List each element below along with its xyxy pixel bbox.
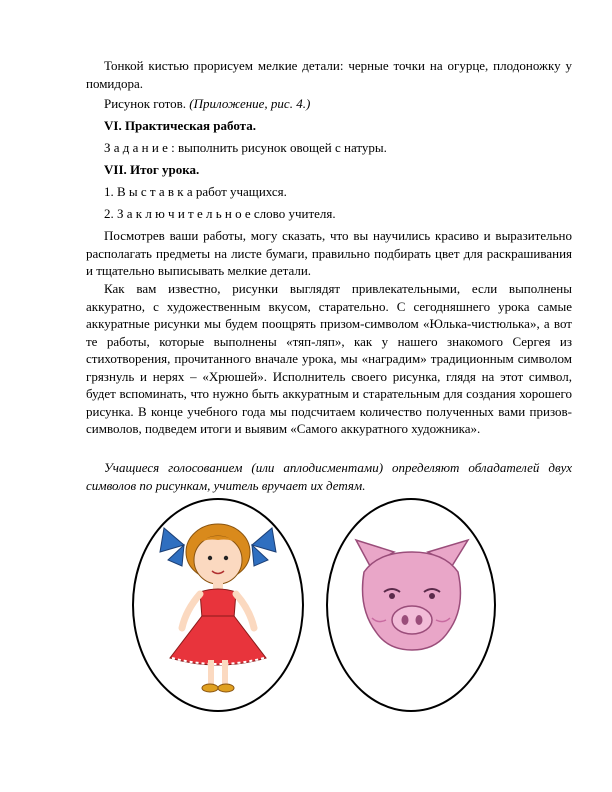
drawing-ready-text: Рисунок готов. xyxy=(104,96,190,111)
final-word-text: слово учителя. xyxy=(250,206,336,221)
item-number: 1. xyxy=(104,184,117,199)
paragraph-exhibition xyxy=(86,183,572,201)
task-text: выполнить рисунок овощей с натуры. xyxy=(174,140,387,155)
girl-illustration xyxy=(134,500,302,710)
face-shape xyxy=(194,536,242,584)
pig-head xyxy=(363,552,461,650)
item-number: 2. xyxy=(104,206,117,221)
appendix-reference: (Приложение, рис. 4.) xyxy=(189,96,311,111)
task-label: З а д а н и е : xyxy=(104,140,175,155)
heading-lesson-summary: VII. Итог урока. xyxy=(104,162,200,177)
paragraph-details: Тонкой кистью прорисуем мелкие детали: черные точки на огурце, плодоножку у помидора. xyxy=(86,58,572,91)
girl-symbol-frame xyxy=(132,498,304,712)
paragraph-voting: Учащиеся голосованием (или аплодисментами) определяют обладателей двух символов по рисункам, учитель вручает их детям. xyxy=(86,460,572,493)
paragraph-drawing-ready xyxy=(86,95,572,113)
exhibition-label: В ы с т а в к а xyxy=(117,184,193,199)
pig-illustration xyxy=(328,500,494,710)
final-word-label: З а к л ю ч и т е л ь н о е xyxy=(117,206,251,221)
paragraph-teacher-praise: Посмотрев ваши работы, могу сказать, что вы научились красиво и выразительно располагать предметы на листе бумаги, правильно подбирать цвет для раскрашивания и тщательно выписывать мелкие детали. xyxy=(86,228,572,278)
paragraph-final-word xyxy=(86,205,572,223)
pig-symbol-frame xyxy=(326,498,496,712)
pig-snout xyxy=(392,606,432,634)
left-bow-icon xyxy=(160,528,184,566)
dress-bodice xyxy=(200,589,236,618)
paragraph-prize-symbols: Как вам известно, рисунки выглядят привлекательными, если выполнены аккуратно, с художественным вкусом, старательно. С сегодняшнего урока самые аккуратные рисунки мы будем поощрять призом-символом «Юлька-чистюлька», а вот те работы, которые выполнены «тяп-ляп», как у нашего знакомого Сергея из стихотворения, прочитанного вначале урока, мы «наградим» традиционным символом грязнуль и неряx – «Хрюшей». Исполнитель своего рисунка, глядя на этот символ, будет вспоминать, что нужно быть аккуратным и старательным для создания хорошего рисунка. В конце учебного года мы подсчитаем количество полученных вами призов-символов, подведем итоги и выявим «Самого аккуратного художника». xyxy=(86,281,572,436)
exhibition-text: работ учащихся. xyxy=(192,184,287,199)
right-bow-icon xyxy=(252,528,276,566)
paragraph-task xyxy=(86,139,572,157)
heading-practical-work: VI. Практическая работа. xyxy=(104,118,256,133)
